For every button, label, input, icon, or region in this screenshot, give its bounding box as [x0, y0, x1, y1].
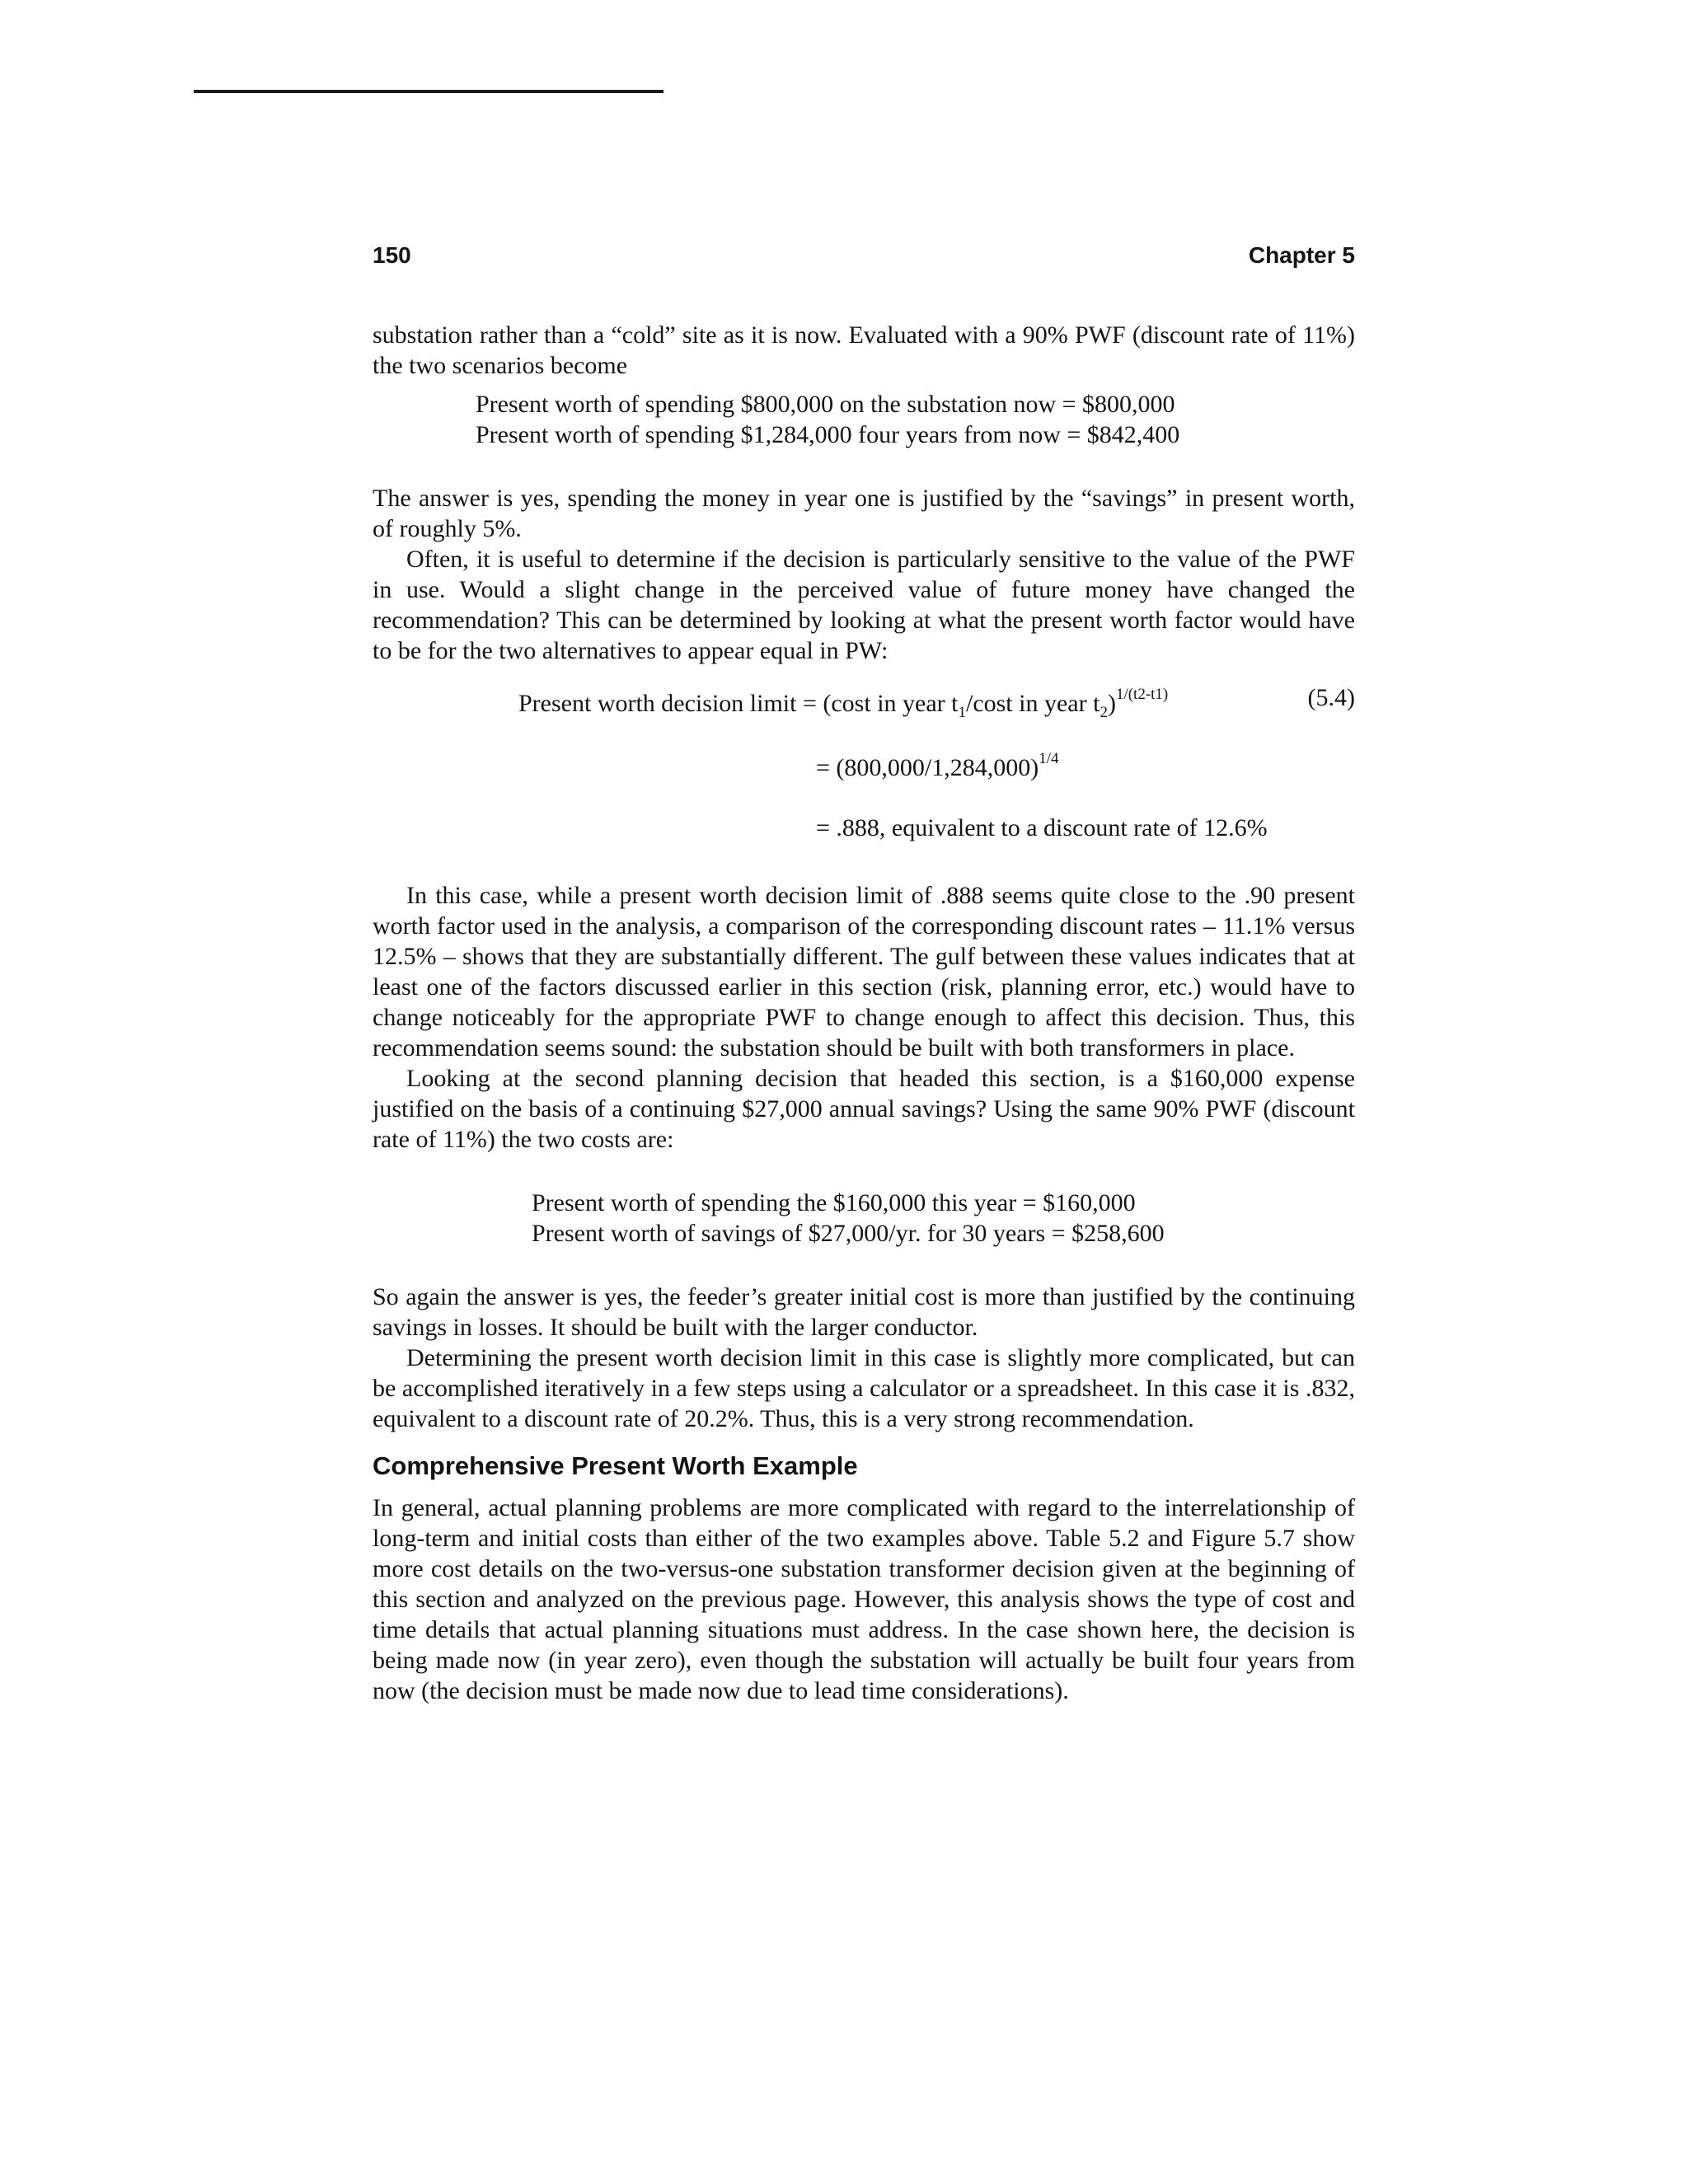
equation-mid: /cost in year t	[965, 690, 1100, 717]
equation-lhs: Present worth decision limit = (cost in year t	[518, 690, 959, 717]
comparison-line-4: Present worth of savings of $27,000/yr. for 30 years = $258,600	[532, 1220, 1165, 1247]
paragraph-sensitivity: Often, it is useful to determine if the decision is particularly sensitive to the value of the PWF in use. Would a slight change in the perceived value of future money have changed the recommendation? This can be determined by looking at what the present worth factor would have to be for the two alternatives to appear equal in PW:	[373, 546, 1355, 664]
equation-number: (5.4)	[1307, 684, 1355, 711]
equation-line-1	[518, 682, 1168, 728]
chapter-label: Chapter 5	[1248, 242, 1355, 268]
paragraph-discount-comparison: In this case, while a present worth decision limit of .888 seems quite close to the .90 present worth factor used in the analysis, a comparison of the corresponding discount rates – 11.1% versus 12.5% – shows that they are substantially different. The gulf between these values indicates that at least one of the factors discussed earlier in this section (risk, planning error, etc.) would have to change noticeably for the appropriate PWF to change enough to affect this decision. Thus, this recommendation seems sound: the substation should be built with both transformers in place.	[373, 882, 1355, 1062]
equation-step-2: = (800,000/1,284,000)	[816, 754, 1039, 781]
paragraph-comprehensive: In general, actual planning problems are more complicated with regard to the interrelationship of long-term and initial costs than either of the two examples above. Table 5.2 and Figure 5.7 show more cost details on the two-versus-one substation transformer decision given at the beginning of this section and analyzed on the previous page. However, this analysis shows the type of cost and time details that actual planning situations must address. In the case shown here, the decision is being made now (in year zero), even though the substation will actually be built four years from now (the decision must be made now due to lead time considerations).	[373, 1494, 1355, 1704]
page-number: 150	[373, 242, 411, 268]
paragraph-second-decision: Looking at the second planning decision that headed this section, is a $160,000 expense justified on the basis of a continuing $27,000 annual savings? Using the same 90% PWF (discount rate of 11%) the two costs are:	[373, 1065, 1355, 1153]
comparison-line-3: Present worth of spending the $160,000 this year = $160,000	[532, 1189, 1136, 1216]
comparison-line-2: Present worth of spending $1,284,000 four years from now = $842,400	[476, 421, 1180, 448]
page-header	[373, 237, 1355, 274]
present-worth-comparison-1	[373, 389, 1355, 450]
paragraph-continuation: substation rather than a “cold” site as it is now. Evaluated with a 90% PWF (discount rate of 11%) the two scenarios become	[373, 321, 1355, 379]
equation-exponent-2: 1/4	[1039, 750, 1059, 767]
section-heading: Comprehensive Present Worth Example	[373, 1451, 858, 1480]
equation-exponent: 1/(t2-t1)	[1115, 686, 1169, 703]
paragraph-answer: The answer is yes, spending the money in year one is justified by the “savings” in present worth, of roughly 5%.	[373, 485, 1355, 542]
top-rule	[194, 90, 663, 93]
equation-5-4	[373, 666, 1355, 880]
paragraph-decision-limit: Determining the present worth decision limit in this case is slightly more complicated, but can be accomplished iteratively in a few steps using a calculator or a spreadsheet. In this case it is .832, equivalent to a discount rate of 20.2%. Thus, this is a very strong recommendation.	[373, 1344, 1355, 1432]
equation-line-3: = .888, equivalent to a discount rate of 12.6%	[816, 814, 1268, 841]
paragraph-feeder: So again the answer is yes, the feeder’s greater initial cost is more than justified by the continuing savings in losses. It should be built with the larger conductor.	[373, 1283, 1355, 1341]
equation-close-paren: )	[1107, 690, 1116, 717]
page-body	[373, 320, 1355, 1706]
subscript-t2: 2	[1100, 704, 1108, 721]
subscript-t1: 1	[958, 704, 966, 721]
equation-line-2	[816, 747, 1059, 783]
comparison-line-1: Present worth of spending $800,000 on the substation now = $800,000	[476, 391, 1175, 418]
present-worth-comparison-2	[373, 1188, 1355, 1249]
